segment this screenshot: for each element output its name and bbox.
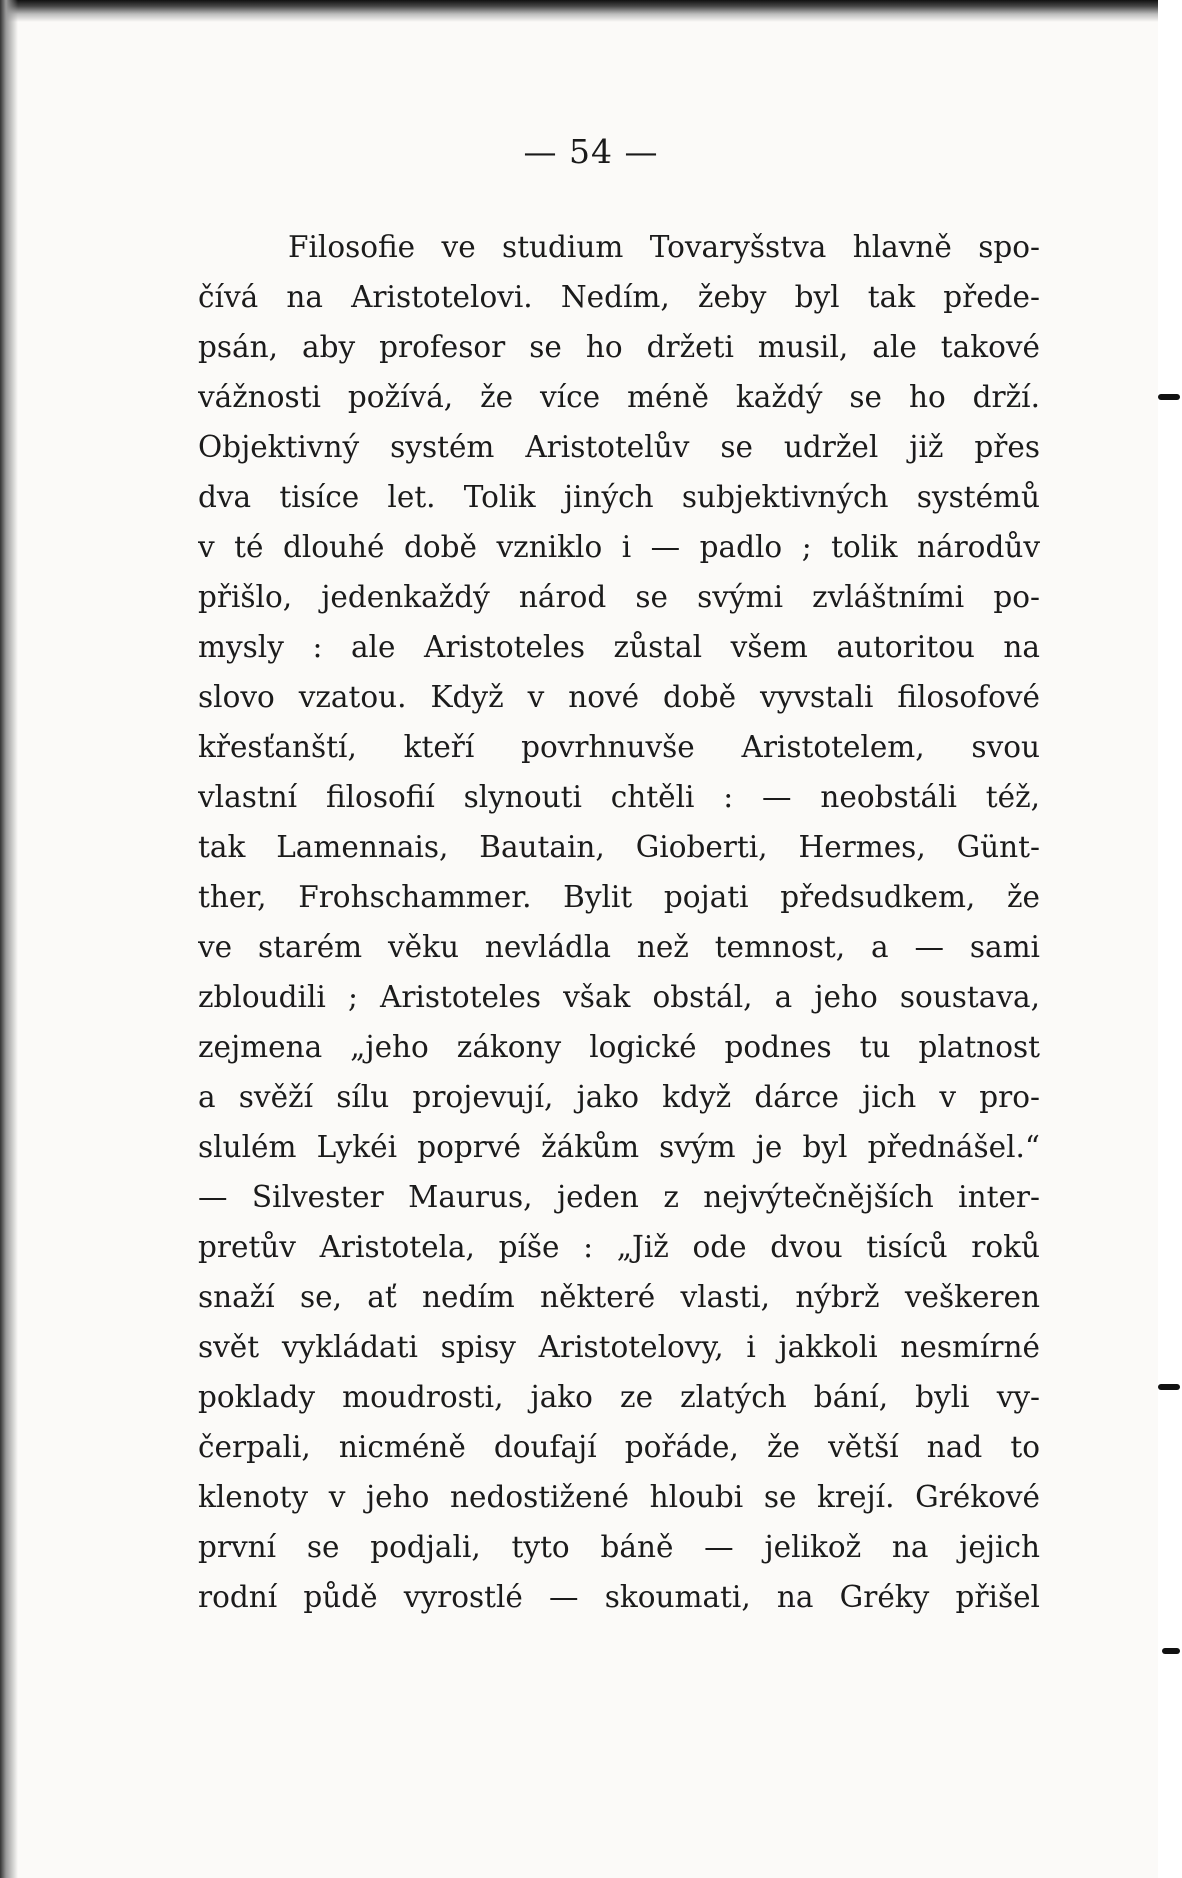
text-line: pretův Aristotela, píše : „Již ode dvou tisíců roků <box>198 1230 1040 1264</box>
text-line: mysly : ale Aristoteles zůstal všem autoritou na <box>198 630 1040 664</box>
binding-mark <box>1158 394 1180 400</box>
binding-mark <box>1162 1648 1180 1654</box>
text-line: Filosofie ve studium Tovaryšstva hlavně spo- <box>288 230 1040 264</box>
text-line: tak Lamennais, Bautain, Gioberti, Hermes, Günt- <box>198 830 1040 864</box>
text-line: psán, aby profesor se ho držeti musil, ale takové <box>198 330 1040 364</box>
text-line: křesťanští, kteří povrhnuvše Aristotelem, svou <box>198 730 1040 764</box>
text-line: zbloudili ; Aristoteles však obstál, a jeho soustava, <box>198 980 1040 1014</box>
text-line: poklady moudrosti, jako ze zlatých bání, byli vy- <box>198 1380 1040 1414</box>
text-line: zejmena „jeho zákony logické podnes tu platnost <box>198 1030 1040 1064</box>
text-line: rodní půdě vyrostlé — skoumati, na Gréky přišel <box>198 1580 1040 1614</box>
text-line: klenoty v jeho nedostižené hloubi se krejí. Grékové <box>198 1480 1040 1514</box>
text-line: v té dlouhé době vzniklo i — padlo ; tolik národův <box>198 530 1040 564</box>
text-line: a svěží sílu projevují, jako když dárce jich v pro- <box>198 1080 1040 1114</box>
text-line: snaží se, ať nedím některé vlasti, nýbrž veškeren <box>198 1280 1040 1314</box>
text-line: čerpali, nicméně doufají pořáde, že větší nad to <box>198 1430 1040 1464</box>
text-line: ve starém věku nevládla než temnost, a — sami <box>198 930 1040 964</box>
text-line: slovo vzatou. Když v nové době vyvstali filosofové <box>198 680 1040 714</box>
text-line: čívá na Aristotelovi. Nedím, žeby byl tak přede- <box>198 280 1040 314</box>
scan-right-margin <box>1158 0 1182 1878</box>
text-line: dva tisíce let. Tolik jiných subjektivných systémů <box>198 480 1040 514</box>
scan-left-edge <box>0 0 18 1878</box>
text-line: první se podjali, tyto báně — jelikož na jejich <box>198 1530 1040 1564</box>
body-text <box>198 222 1040 1622</box>
page-number: — 54 — <box>523 132 659 171</box>
text-line: slulém Lykéi poprvé žákům svým je byl přednášel.“ <box>198 1130 1040 1164</box>
text-line: vlastní filosofií slynouti chtěli : — neobstáli též, <box>198 780 1040 814</box>
text-line: vážnosti požívá, že více méně každý se ho drží. <box>198 380 1040 414</box>
text-line: přišlo, jedenkaždý národ se svými zvláštními po- <box>198 580 1040 614</box>
text-line: Objektivný systém Aristotelův se udržel již přes <box>198 430 1040 464</box>
scan-top-edge <box>0 0 1182 22</box>
text-line: svět vykládati spisy Aristotelovy, i jakkoli nesmírné <box>198 1330 1040 1364</box>
text-line: ther, Frohschammer. Bylit pojati předsudkem, že <box>198 880 1040 914</box>
binding-mark <box>1158 1384 1180 1390</box>
text-line: — Silvester Maurus, jeden z nejvýtečnějších inter- <box>198 1180 1040 1214</box>
